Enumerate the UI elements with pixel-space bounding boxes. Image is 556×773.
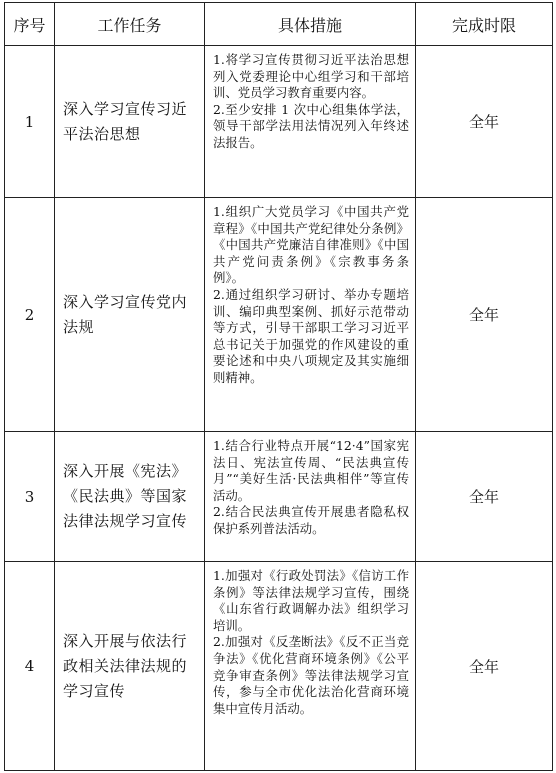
table-row [5,198,553,432]
header-measures: 具体措施 [205,3,416,46]
row-index: 4 [5,562,55,771]
header-index: 序号 [5,3,55,46]
row-index: 3 [5,432,55,562]
row-measures [205,432,416,562]
measure-item: 1.结合行业特点开展“12·4”国家宪法日、宪法宣传周、“民法典宣传月”“美好生活·民法典相伴”等宣传活动。 [213,438,409,503]
measure-item: 2.至少安排 1 次中心组集体学法，领导干部学法用法情况列入年终述法报告。 [213,101,409,150]
header-task: 工作任务 [55,3,205,46]
row-index: 2 [5,198,55,432]
row-deadline: 全年 [416,198,553,432]
row-task: 深入学习宣传习近平法治思想 [55,46,205,198]
row-measures [205,198,416,432]
measure-item: 2.加强对《反垄断法》《反不正当竞争法》《优化营商环境条例》《公平竞争审查条例》等法律法规学习宣传，参与全市优化法治化营商环境集中宣传月活动。 [213,634,409,716]
measure-item: 1.加强对《行政处罚法》《信访工作条例》等法律法规学习宣传，围绕《山东省行政调解办法》组织学习培训。 [213,568,409,633]
row-measures [205,562,416,771]
row-task: 深入开展与依法行政相关法律法规的学习宣传 [55,562,205,771]
table-row [5,46,553,198]
table-row [5,562,553,771]
row-deadline: 全年 [416,46,553,198]
measure-item: 2.结合民法典宣传开展患者隐私权保护系列普法活动。 [213,504,409,536]
row-deadline: 全年 [416,432,553,562]
row-deadline: 全年 [416,562,553,771]
header-deadline: 完成时限 [416,3,553,46]
table-header [5,3,553,46]
row-index: 1 [5,46,55,198]
plan-table [4,2,553,771]
row-measures [205,46,416,198]
measure-item: 1.将学习宣传贯彻习近平法治思想列入党委理论中心组学习和干部培训、党员学习教育重要内容。 [213,52,409,101]
measure-item: 1.组织广大党员学习《中国共产党章程》《中国共产党纪律处分条例》《中国共产党廉洁自律准则》《中国共产党问责条例》《宗教事务条例》。 [213,204,409,286]
header-row [5,3,553,46]
table-body [5,46,553,771]
row-task: 深入开展《宪法》《民法典》等国家法律法规学习宣传 [55,432,205,562]
measure-item: 2.通过组织学习研讨、举办专题培训、编印典型案例、抓好示范带动等方式，引导干部职工学习习近平总书记关于加强党的作风建设的重要论述和中央八项规定及其实施细则精神。 [213,286,409,385]
table-row [5,432,553,562]
row-task: 深入学习宣传党内法规 [55,198,205,432]
